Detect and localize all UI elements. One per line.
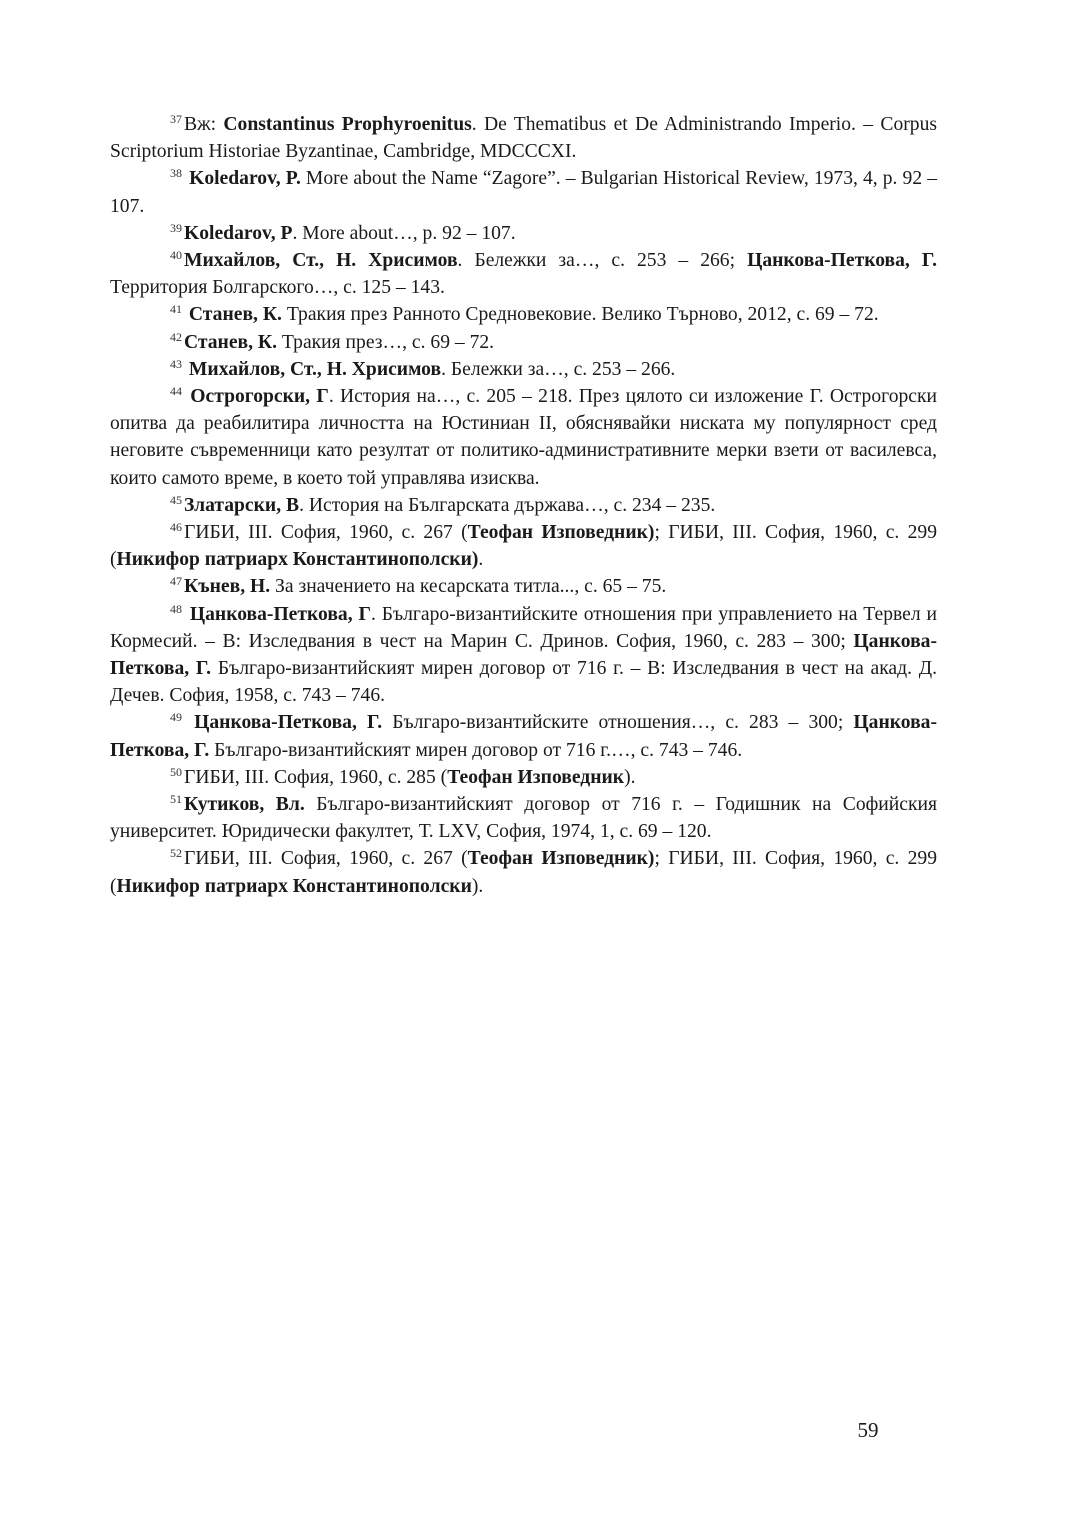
footnote-bold-text: Михайлов, Ст., Н. Хрисимов — [188, 358, 442, 380]
footnote-text: . — [478, 549, 484, 571]
footnote-number: 38 — [170, 166, 182, 181]
footnote-number: 44 — [170, 384, 182, 399]
footnote-text: . More about…, p. 92 – 107. — [292, 222, 516, 244]
footnote-bold-text: Цанкова-Петкова, Г. — [110, 630, 937, 680]
footnote-text: ). — [624, 766, 636, 788]
footnote-44 — [110, 383, 937, 492]
footnote-text: ГИБИ, III. София, 1960, с. 285 ( — [184, 766, 448, 788]
footnote-number: 43 — [170, 356, 182, 371]
footnote-text: ГИБИ, III. София, 1960, с. 267 ( — [184, 522, 468, 544]
footnote-39 — [110, 220, 937, 247]
footnote-46 — [110, 519, 937, 573]
footnote-bold-text: Constantinus Prophyroenitus — [223, 114, 472, 135]
footnote-text: ; ГИБИ, III. София, 1960, с. 299 ( — [110, 848, 937, 897]
footnote-bold-text: Теофан Изповедник) — [467, 522, 655, 544]
footnote-number: 41 — [170, 302, 182, 317]
footnote-text: Българо-византийският договор от 716 г. – Годишник на Софийския университет. Юридически факултет, Т. LXV, София, 1974, 1, с. 69 – 120. — [110, 794, 937, 843]
footnote-bold-text: Кутиков, Вл. — [184, 794, 305, 816]
footnote-text: More about the Name “Zagore”. – Bulgarian Historical Review, 1973, 4, p. 92 – 107. — [110, 168, 937, 217]
footnote-bold-text: Koledarov, P. — [189, 168, 301, 190]
footnote-text: Территория Болгарского…, с. 125 – 143. — [110, 277, 445, 299]
footnote-bold-text: Цанкова-Петкова, Г. — [747, 250, 937, 272]
footnote-bold-text: Koledarov, P — [184, 222, 293, 244]
footnote-bold-text: Никифор патриарх Константинополски) — [116, 549, 479, 571]
footnote-bold-text: Цанкова-Петкова, Г — [189, 603, 371, 625]
footnote-number: 40 — [170, 248, 182, 263]
footnote-number: 49 — [170, 710, 182, 725]
footnote-number: 51 — [170, 792, 182, 807]
footnote-50 — [110, 764, 937, 791]
footnote-text: ГИБИ, III. София, 1960, с. 267 ( — [184, 848, 468, 870]
footnote-number: 37 — [170, 112, 182, 126]
footnote-40 — [110, 247, 937, 301]
footnote-bold-text: Златарски, В — [184, 494, 300, 516]
footnote-bold-text: Теофан Изповедник) — [467, 848, 655, 870]
footnote-51 — [110, 791, 937, 845]
footnote-text: Българо-византийските отношения…, с. 283 – 300; — [382, 712, 854, 734]
footnote-bold-text: Цанкова-Петкова, Г. — [110, 712, 937, 761]
footnote-41 — [110, 301, 937, 328]
footnote-text: За значението на кесарската титла..., с. 65 – 75. — [270, 576, 667, 598]
footnote-text: . Българо-византийските отношения при управлението на Тервел и Кормесий. – В: Изследвания в чест на Марин С. Дринов. София, 1960, с. 283 – 300; — [110, 603, 937, 652]
footnote-text: . История на Българската държава…, с. 234 – 235. — [299, 494, 716, 516]
footnote-number: 45 — [170, 492, 182, 507]
footnote-text: Българо-византийският мирен договор от 716 г.…, с. 743 – 746. — [209, 739, 743, 761]
footnote-number: 47 — [170, 574, 182, 589]
footnote-text: . Бележки за…, с. 253 – 266; — [457, 250, 748, 272]
footnote-42 — [110, 329, 937, 356]
footnote-bold-text: Цанкова-Петкова, Г. — [194, 712, 383, 734]
footnote-bold-text: Станев, К. — [184, 331, 278, 353]
footnote-text: ; ГИБИ, III. София, 1960, с. 299 ( — [110, 522, 937, 571]
footnote-43 — [110, 356, 937, 383]
footnote-number: 42 — [170, 329, 182, 344]
footnote-bold-text: Теофан Изповедник — [447, 766, 625, 788]
footnote-text: Тракия през Ранното Средновековие. Велико Търново, 2012, с. 69 – 72. — [281, 304, 879, 326]
footnote-text — [184, 712, 194, 733]
footnote-bold-text: Никифор патриарх Константинополски — [116, 875, 472, 897]
footnote-text: Вж: — [184, 114, 224, 135]
footnote-text: . История на…, с. 205 – 218. През цялото си изложение Г. Острогорски опитва да реабилитира личността на Юстиниан II, обяснявайки ниската му популярност сред неговите съвременници като резултат от политико-административните мерки взети от василевса, които самото време, в което той управлява изисква. — [110, 386, 937, 489]
footnote-number: 39 — [170, 220, 182, 235]
footnote-38 — [110, 165, 937, 219]
footnote-52 — [110, 845, 937, 899]
footnote-49 — [110, 709, 937, 763]
footnote-47 — [110, 573, 937, 600]
footnote-37 — [110, 111, 937, 165]
footnotes-list — [110, 111, 937, 900]
footnote-text: . De Thematibus et De Administrando Imperio. – Corpus Scriptorium Historiae Byzantinae, Cambridge, MDCCCXI. — [110, 114, 938, 163]
footnote-45 — [110, 492, 937, 519]
page-number: 59 — [857, 1418, 879, 1442]
footnote-number: 48 — [170, 601, 182, 616]
footnote-text: ). — [471, 875, 484, 897]
footnote-number: 52 — [170, 846, 182, 861]
footnote-bold-text: Кънев, Н. — [184, 576, 271, 598]
footnote-bold-text: Михайлов, Ст., Н. Хрисимов — [184, 250, 458, 272]
footnote-text: . Бележки за…, с. 253 – 266. — [441, 358, 676, 380]
footnote-bold-text: Острогорски, Г — [190, 386, 329, 408]
footnote-48 — [110, 601, 937, 710]
footnote-text: Тракия през…, с. 69 – 72. — [277, 331, 495, 353]
footnote-bold-text: Станев, К. — [188, 304, 282, 326]
footnote-number: 46 — [170, 520, 182, 535]
footnote-number: 50 — [170, 764, 182, 779]
footnote-text: Българо-византийският мирен договор от 716 г. – В: Изследвания в чест на акад. Д. Дечев. София, 1958, с. 743 – 746. — [110, 658, 938, 707]
